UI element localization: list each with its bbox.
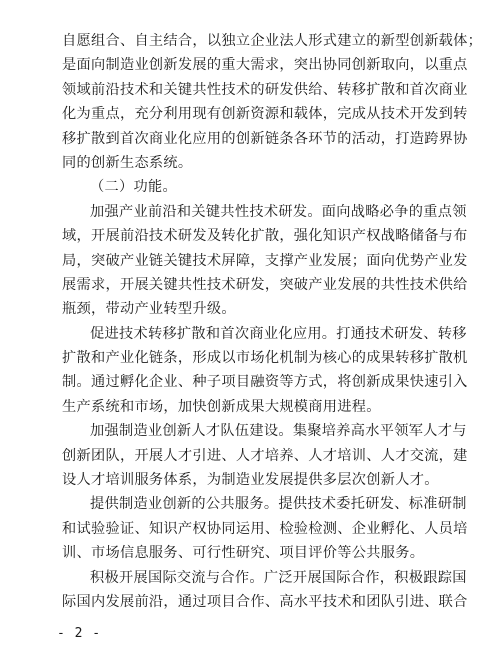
text-line: 设人才培训服务体系，为制造业发展提供多层次创新人才。: [62, 472, 439, 489]
paragraph-first-line: 加强制造业创新人才队伍建设。集聚培养高水平领军人才与: [90, 423, 467, 440]
text-line: 自愿组合、自主结合，以独立企业法人形式建立的新型创新载体；: [62, 33, 482, 49]
text-line: 是面向制造业创新发展的重大需求，突出协同创新取向，以重点: [62, 57, 468, 74]
text-line: 化为重点，充分利用现有创新资源和载体，完成从技术开发到转: [62, 106, 468, 123]
text-line: 领域前沿技术和关键共性技术的研发供给、转移扩散和首次商业: [62, 81, 468, 98]
paragraph-first-line: 加强产业前沿和关键共性技术研发。面向战略必争的重点领: [90, 203, 467, 220]
text-line: 制。通过孵化企业、种子项目融资等方式，将创新成果快速引入: [62, 374, 468, 391]
paragraph-first-line: 提供制造业创新的公共服务。提供技术委托研发、标准研制: [90, 496, 467, 513]
text-line: 生产系统和市场，加快创新成果大规模商用进程。: [62, 398, 381, 415]
text-line: 际国内发展前沿，通过项目合作、高水平技术和团队引进、联合: [62, 593, 468, 610]
text-line: 局，突破产业链关键技术屏障，支撑产业发展；面向优势产业发: [62, 252, 468, 269]
body-text: [62, 29, 482, 614]
text-line: 训、市场信息服务、可行性研究、项目评价等公共服务。: [62, 545, 425, 562]
paragraph-first-line: 促进技术转移扩散和首次商业化应用。打通技术研发、转移: [90, 325, 467, 342]
text-line: 域，开展前沿技术研发及转化扩散，强化知识产权战略储备与布: [62, 228, 468, 245]
text-line: 扩散和产业化链条，形成以市场化机制为核心的成果转移扩散机: [62, 350, 468, 367]
text-line: 瓶颈，带动产业转型升级。: [62, 301, 236, 318]
text-line: 创新团队，开展人才引进、人才培养、人才培训、人才交流，建: [62, 447, 468, 464]
text-line: 移扩散到首次商业化应用的创新链条各环节的活动，打造跨界协: [62, 130, 468, 147]
section-heading: （二）功能。: [90, 179, 177, 196]
text-line: 展需求，开展关键共性技术研发，突破产业发展的共性技术供给: [62, 276, 468, 293]
page-number: - 2 -: [57, 626, 102, 641]
text-line: 和试验验证、知识产权协同运用、检验检测、企业孵化、人员培: [62, 520, 468, 537]
text-line: 同的创新生态系统。: [62, 154, 193, 171]
paragraph-first-line: 积极开展国际交流与合作。广泛开展国际合作，积极跟踪国: [90, 569, 467, 586]
